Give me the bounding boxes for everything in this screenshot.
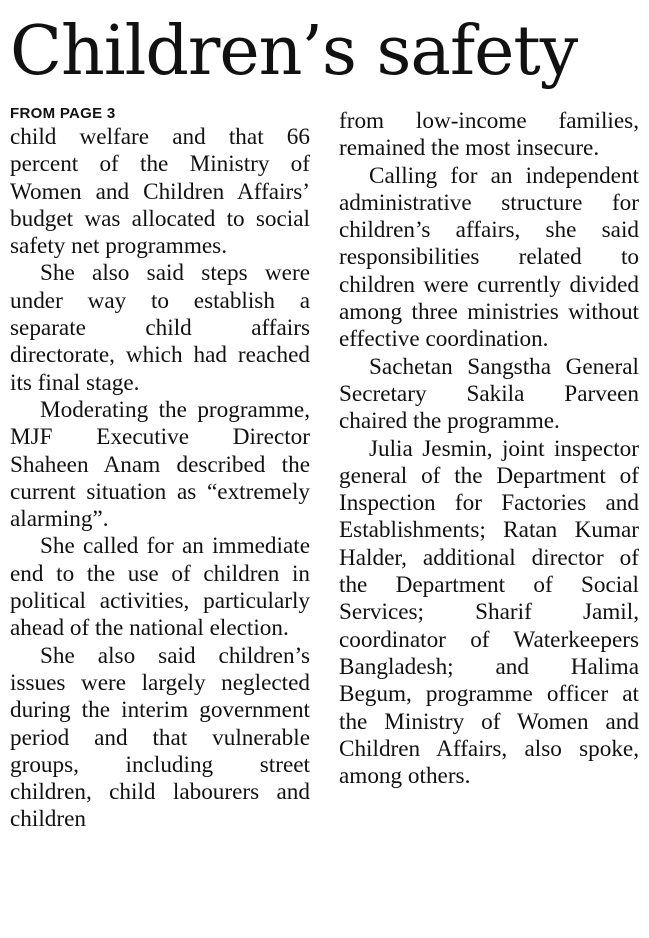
article-paragraph: child welfare and that 66 percent of the Ministry of Women and Children Affairs’ budget was allocated to social safety net programmes. xyxy=(10,124,310,260)
headline: Children’s safety xyxy=(10,12,578,91)
article-paragraph: Julia Jesmin, joint inspector general of the Department of Inspection for Factories and Establishments; Ratan Kumar Halder, additional director of the Department of Social Services; Sharif Jamil, coordinator of Waterkeepers Bangladesh; and Halima Begum, programme officer at the Ministry of Women and Children Affairs, also spoke, among others. xyxy=(339,435,639,790)
article-column-left xyxy=(10,104,310,834)
article-paragraph: Calling for an independent administrative structure for children’s affairs, she said responsibilities related to children were currently divided among three ministries without effective coordination. xyxy=(339,162,639,353)
article-paragraph: She also said steps were under way to establish a separate child affairs directorate, which had reached its final stage. xyxy=(10,260,310,396)
continuation-kicker: FROM PAGE 3 xyxy=(10,105,116,122)
article-column-right xyxy=(339,108,639,790)
article-paragraph: Sachetan Sangstha General Secretary Sakila Parveen chaired the programme. xyxy=(339,353,639,435)
article-paragraph: from low-income families, remained the most insecure. xyxy=(339,108,639,162)
article-paragraph: Moderating the programme, MJF Executive Director Shaheen Anam described the current situation as “extremely alarming”. xyxy=(10,396,310,533)
article-paragraph: She also said children’s issues were largely neglected during the interim government period and that vulnerable groups, including street children, child labourers and children xyxy=(10,642,310,833)
article-paragraph: She called for an immediate end to the use of children in political activities, particularly ahead of the national election. xyxy=(10,533,310,642)
